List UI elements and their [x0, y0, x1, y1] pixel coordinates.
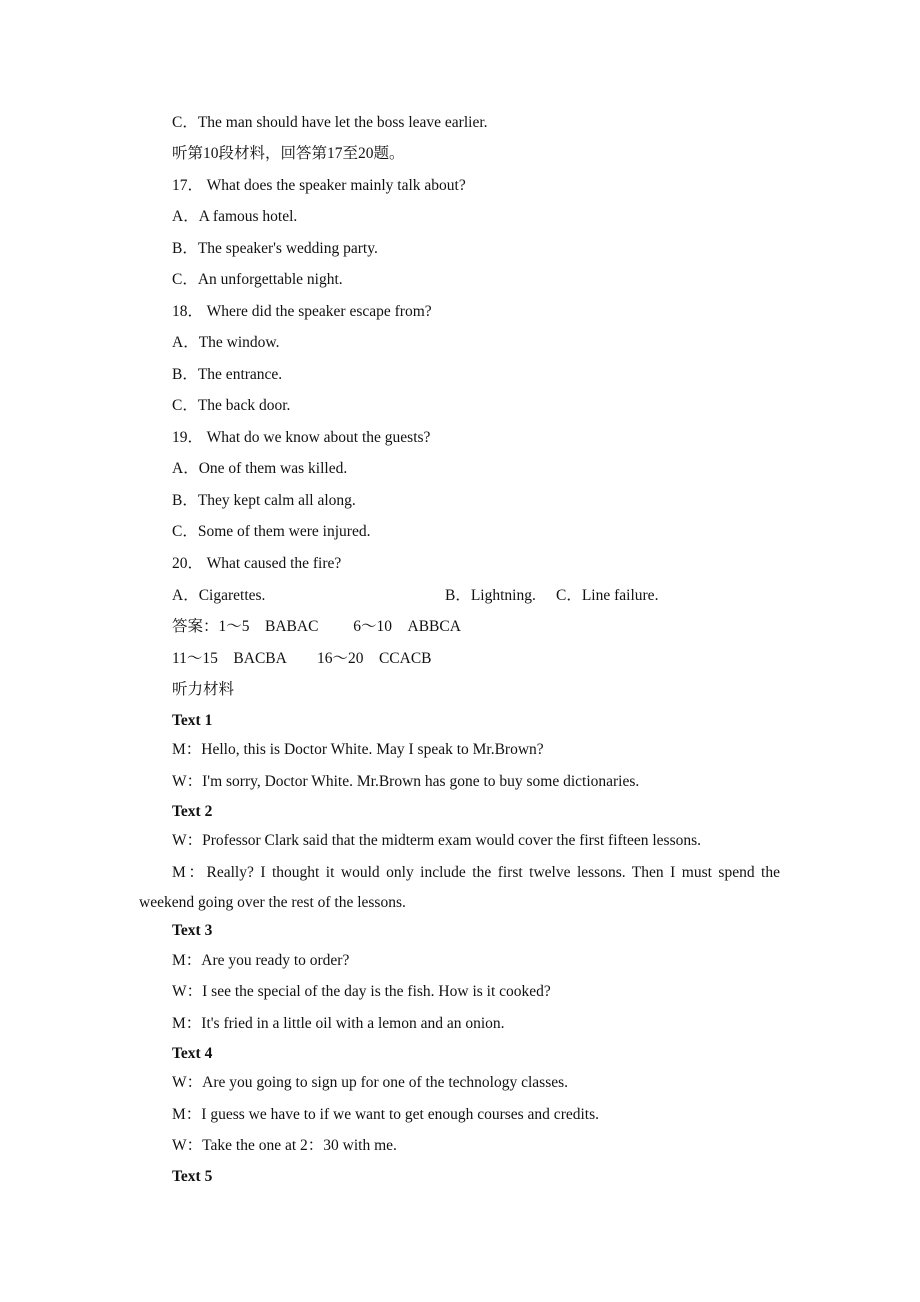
- text-2-woman: W：Professor Clark said that the midterm exam would cover the first fifteen lessons.: [172, 832, 702, 849]
- option-17b: B．The speaker's wedding party.: [172, 240, 378, 257]
- option-20c: C．Line failure.: [556, 587, 659, 604]
- text-5-heading: Text 5: [172, 1168, 213, 1185]
- question-19: 19． What do we know about the guests?: [172, 429, 431, 446]
- text-2-heading: Text 2: [172, 803, 213, 820]
- answer-key-line-2: 11～15 BACBA 16～20 CCACB: [172, 650, 432, 667]
- text-3-man-2: M：It's fried in a little oil with a lemon and an onion.: [172, 1015, 505, 1032]
- option-20b: B．Lightning.: [445, 587, 536, 604]
- text-2-man-line-2: weekend going over the rest of the lessons.: [139, 894, 406, 911]
- text-4-woman-1: W：Are you going to sign up for one of the technology classes.: [172, 1074, 569, 1091]
- option-18b: B．The entrance.: [172, 366, 283, 383]
- question-17: 17． What does the speaker mainly talk about?: [172, 177, 466, 194]
- section-instruction: 听第10段材料，回答第17至20题。: [172, 145, 405, 162]
- text-3-woman: W：I see the special of the day is the fish. How is it cooked?: [172, 983, 551, 1000]
- text-2-man-line-1: M：Really? I thought it would only include the first twelve lessons. Then I must spend the: [172, 864, 780, 881]
- option-19b: B．They kept calm all along.: [172, 492, 356, 509]
- option-16c: C．The man should have let the boss leave earlier.: [172, 114, 488, 131]
- option-19c: C．Some of them were injured.: [172, 523, 371, 540]
- text-4-man: M：I guess we have to if we want to get enough courses and credits.: [172, 1106, 599, 1123]
- text-3-heading: Text 3: [172, 922, 213, 939]
- text-1-woman: W：I'm sorry, Doctor White. Mr.Brown has gone to buy some dictionaries.: [172, 773, 640, 790]
- option-20a: A．Cigarettes.: [172, 587, 266, 604]
- text-1-heading: Text 1: [172, 712, 213, 729]
- answer-key-line-1: 答案：1～5 BABAC 6～10 ABBCA: [172, 618, 461, 635]
- option-17a: A．A famous hotel.: [172, 208, 298, 225]
- text-1-man: M：Hello, this is Doctor White. May I speak to Mr.Brown?: [172, 741, 544, 758]
- option-18c: C．The back door.: [172, 397, 291, 414]
- option-18a: A．The window.: [172, 334, 280, 351]
- text-4-woman-2: W：Take the one at 2：30 with me.: [172, 1137, 397, 1154]
- text-3-man-1: M：Are you ready to order?: [172, 952, 350, 969]
- question-18: 18． Where did the speaker escape from?: [172, 303, 432, 320]
- option-17c: C．An unforgettable night.: [172, 271, 343, 288]
- question-20: 20． What caused the fire?: [172, 555, 342, 572]
- text-4-heading: Text 4: [172, 1045, 213, 1062]
- transcript-heading: 听力材料: [172, 681, 235, 698]
- option-19a: A．One of them was killed.: [172, 460, 348, 477]
